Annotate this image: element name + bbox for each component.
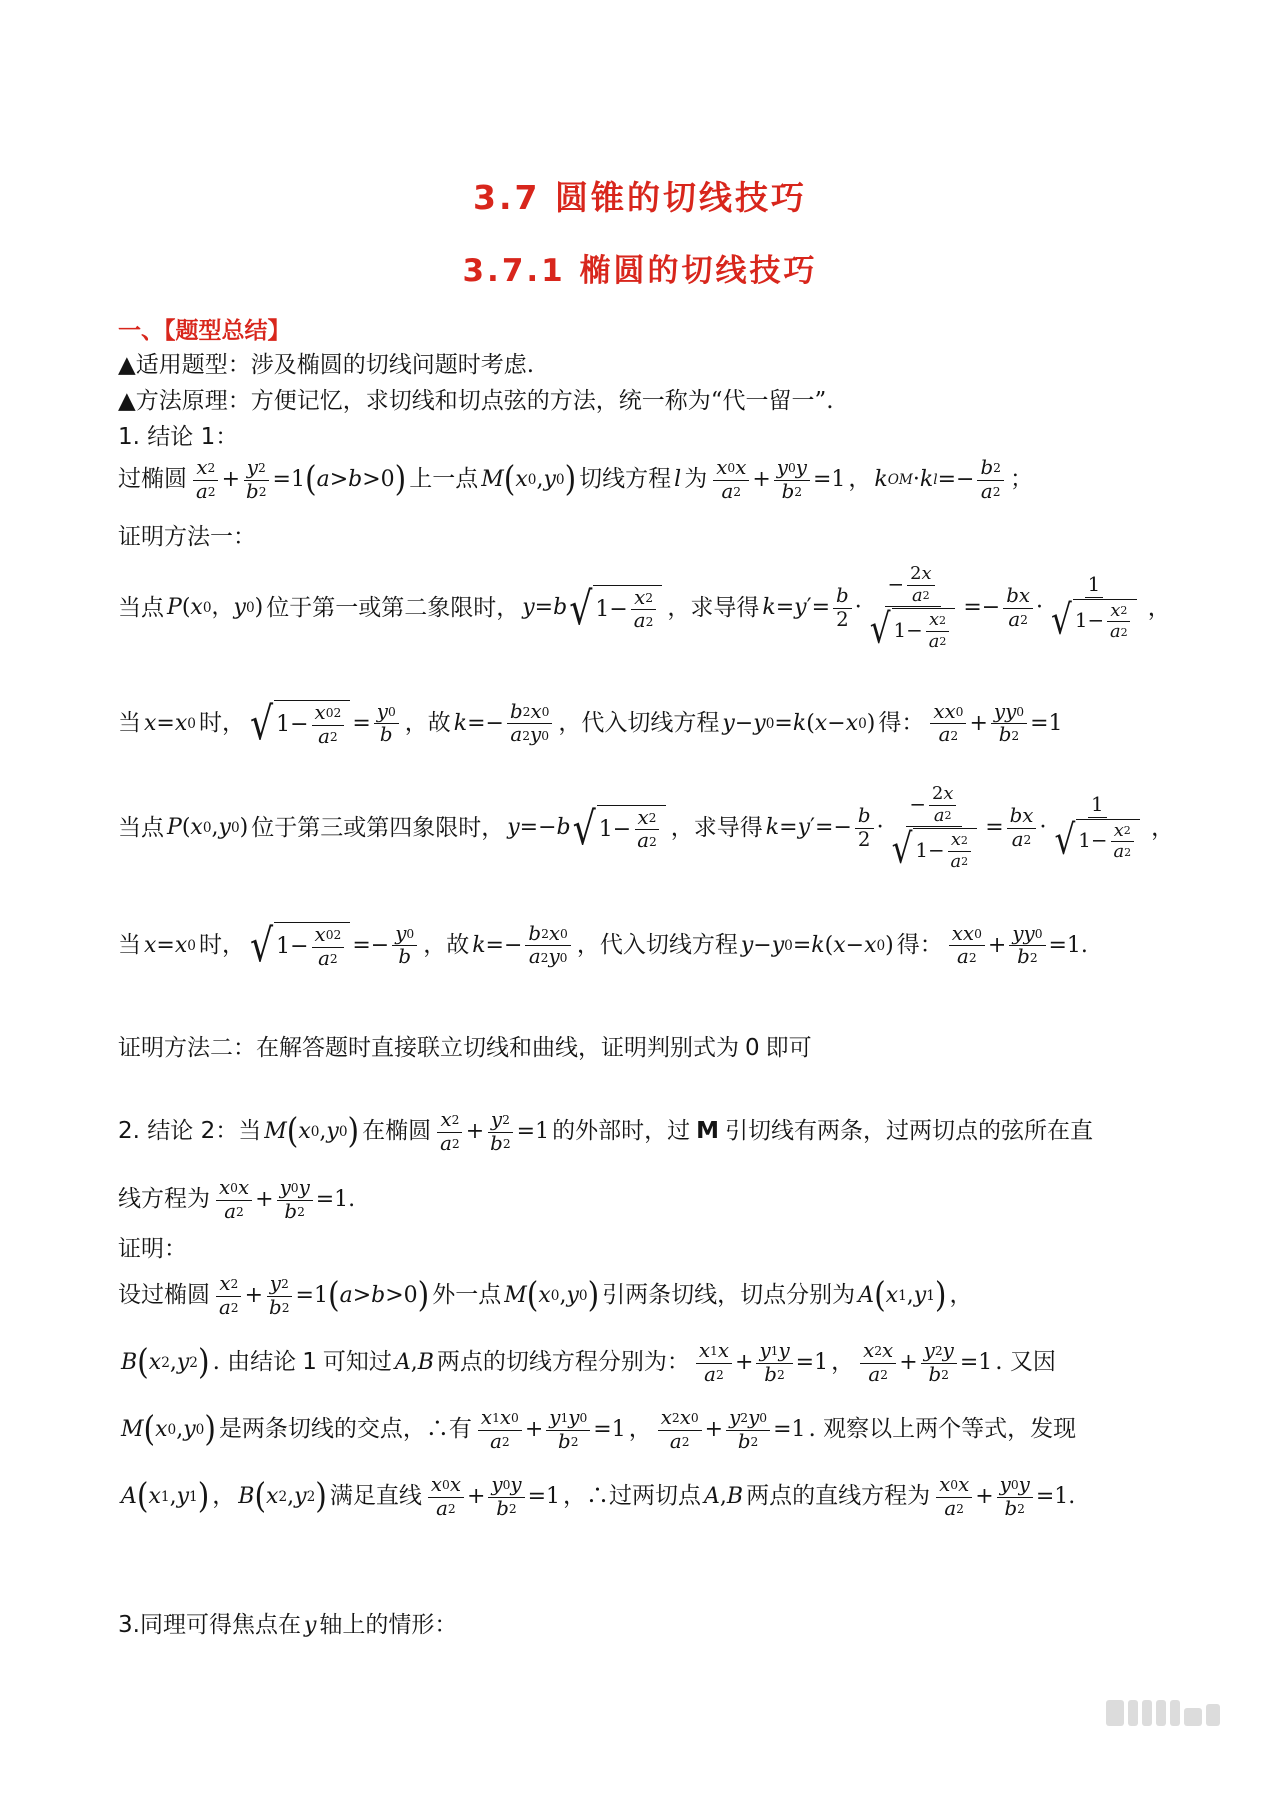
- line-equation: x 0 x a 2 + y 0 y b 2 =1: [425, 1475, 560, 1520]
- text: 两点的切线方程分别为：: [436, 1349, 690, 1376]
- text: 得：: [878, 709, 925, 736]
- text: 的外部时，过: [552, 1118, 691, 1145]
- section-heading: 一、【题型总结】: [118, 318, 291, 344]
- y-axis-symbol: y: [303, 1612, 317, 1638]
- proof-label: 证明：: [118, 1236, 187, 1262]
- m-letter: M: [696, 1118, 719, 1145]
- proof1-line-2: [118, 696, 1210, 750]
- conclusion1-heading-line: [118, 424, 1210, 452]
- text: 得：: [896, 931, 943, 958]
- text: 当: [118, 931, 141, 958]
- proof2-text: 在解答题时直接联立切线和曲线，证明判别式为: [256, 1035, 739, 1061]
- text: ，代入切线方程: [576, 931, 738, 958]
- equation-b: x 2 x 0 a 2 + y 2 y 0 b 2 =1: [655, 1408, 806, 1453]
- page-subtitle: 3.7.1 椭圆的切线技巧: [462, 253, 818, 289]
- tangent-equation: x 0 x a 2 + y 0 y b 2 =1: [710, 458, 845, 503]
- text: ，故: [404, 709, 451, 736]
- text: 当点: [118, 814, 164, 841]
- derivative-expression: k = y ′=− b 2 · − 2 x a 2 √ 1− x 2 a 2 = bx a 2 · 1 √ 1− x 2 a 2: [766, 785, 1148, 872]
- y-expression: y =− b √ 1− x 2 a 2: [507, 805, 668, 853]
- text: 线方程为: [118, 1186, 210, 1213]
- text: 为: [684, 466, 708, 493]
- conclusion2-line-2: [118, 1178, 1210, 1223]
- root-expression: √ 1− x 0 2 a 2 =− y 0 b: [248, 922, 420, 970]
- slope-k: k =− b 2 x 0 a 2 y 0: [454, 702, 556, 747]
- applicable-label: ▲适用题型：: [118, 352, 251, 378]
- text: 过椭圆: [118, 466, 187, 493]
- equation-a: x 1 x 0 a 2 + y 1 y 0 b 2 =1: [475, 1408, 626, 1453]
- text: ，求导得: [670, 814, 763, 841]
- proof2-line: [118, 1035, 1210, 1063]
- point-a: A ( x 1 , y 1 ): [858, 1275, 947, 1316]
- proof-heading-line: [118, 1236, 1210, 1264]
- proof1-heading-line: [118, 524, 1210, 552]
- text: 位于第三或第四象限时，: [251, 814, 505, 841]
- one: 1: [302, 1349, 317, 1376]
- x-equals-x0: x = x 0: [144, 710, 196, 736]
- proof-line-4: [118, 1475, 1210, 1520]
- text: ，代入切线方程: [558, 709, 720, 736]
- text: ，: [831, 1349, 855, 1376]
- text: ，: [212, 1483, 236, 1510]
- points-ab: A , B: [394, 1350, 434, 1376]
- proof2-label: 证明方法二：: [118, 1035, 256, 1061]
- principle-line: [118, 388, 1210, 416]
- text: . 又因: [995, 1349, 1056, 1376]
- applicable-line: [118, 352, 1210, 380]
- text: ，: [628, 1416, 652, 1443]
- y-expression: y = b √ 1− x 2 a 2: [522, 585, 664, 633]
- text: 引切线有两条，过两切点的弦所在直: [724, 1118, 1093, 1145]
- section-heading-line: [118, 318, 1210, 346]
- point-b: B ( x 2 , y 2 ): [121, 1342, 210, 1383]
- proof1-line-1: [118, 565, 1210, 652]
- conclusion2-line-1: [118, 1110, 1210, 1155]
- point-slope-equation: y − y 0 = k ( x − x 0 ): [722, 710, 876, 736]
- text: ，: [848, 466, 872, 493]
- watermark-mark: [1106, 1700, 1220, 1726]
- text: 同理可得焦点在: [139, 1612, 301, 1638]
- chord-equation: x 0 x a 2 + y 0 y b 2 =1.: [933, 1475, 1075, 1520]
- text: 在椭圆: [362, 1118, 432, 1145]
- text: 引两条切线，切点分别为: [602, 1282, 856, 1309]
- point-m: M ( x 0 , y 0 ): [121, 1409, 216, 1450]
- proof1-label: 证明方法一：: [118, 524, 256, 550]
- text: 时，: [198, 709, 245, 736]
- ellipse-equation: x 2 a 2 + y 2 b 2 =1 ( a > b >0 ): [213, 1274, 429, 1319]
- root-expression: √ 1− x 0 2 a 2 = y 0 b: [248, 700, 402, 748]
- text: 满足直线: [329, 1483, 422, 1510]
- ellipse-equation: x 2 a 2 + y 2 b 2 =1 ( a > b >0 ): [190, 458, 406, 503]
- result-equation: xx 0 a 2 + yy 0 b 2 =1.: [946, 924, 1088, 969]
- text: 当点: [118, 594, 164, 621]
- conclusion3-line: [118, 1612, 1210, 1640]
- text: ，: [949, 1282, 973, 1309]
- points-ab: A , B: [704, 1484, 744, 1510]
- text: 是两条切线的交点，∴有: [218, 1416, 472, 1443]
- text: . 观察以上两个等式，发现: [808, 1416, 1077, 1443]
- text: ，∴过两切点: [563, 1483, 702, 1510]
- text: 切线方程: [579, 466, 672, 493]
- proof1-line-3: [118, 785, 1210, 872]
- slope-k: k =− b 2 x 0 a 2 y 0: [472, 924, 574, 969]
- zero: 0: [745, 1035, 760, 1061]
- text: . 由结论: [212, 1349, 297, 1376]
- text: 轴上的情形：: [319, 1612, 458, 1638]
- text: 上一点: [409, 466, 479, 493]
- proof-line-1: [118, 1274, 1210, 1319]
- proof-line-3: [118, 1408, 1210, 1453]
- text: 位于第一或第二象限时，: [266, 594, 520, 621]
- point-b: B ( x 2 , y 2 ): [238, 1476, 327, 1517]
- text: ，求导得: [667, 594, 760, 621]
- slope-product: k OM · k l =− b 2 a 2: [874, 458, 1007, 503]
- point-p: P ( x 0 ， y 0 ): [167, 595, 264, 621]
- principle-label: ▲方法原理：: [118, 388, 251, 414]
- point-slope-equation: y − y 0 = k ( x − x 0 ): [740, 932, 894, 958]
- text: 两点的直线方程为: [746, 1483, 931, 1510]
- text: ，故: [423, 931, 470, 958]
- tangent-a: x 1 x a 2 + y 1 y b 2 =1: [693, 1341, 828, 1386]
- text: 当: [238, 1118, 262, 1145]
- text: 设过椭圆: [118, 1282, 210, 1309]
- point-m: M ( x 0 , y 0 ): [264, 1111, 360, 1152]
- text: 可知过: [322, 1349, 392, 1376]
- text: 外一点: [432, 1282, 502, 1309]
- proof-line-2: [118, 1341, 1210, 1386]
- x-equals-x0: x = x 0: [144, 932, 196, 958]
- proof1-line-4: [118, 918, 1210, 972]
- conclusion2-label: 2. 结论 2：: [118, 1118, 239, 1145]
- text: 时，: [198, 931, 245, 958]
- principle-text: 方便记忆，求切线和切点弦的方法，统一称为“代一留一”.: [250, 388, 834, 414]
- proof2-tail: 即可: [765, 1035, 812, 1061]
- point-a: A ( x 1 , y 1 ): [121, 1476, 210, 1517]
- conclusion3-label: 3.: [118, 1612, 140, 1638]
- ellipse-equation: x 2 a 2 + y 2 b 2 =1: [434, 1110, 549, 1155]
- page-title: 3.7 圆锥的切线技巧: [473, 178, 807, 217]
- point-p: P ( x 0 , y 0 ): [167, 815, 249, 841]
- result-equation: xx 0 a 2 + yy 0 b 2 =1: [927, 702, 1062, 747]
- point-m: M ( x 0 , y 0 ): [504, 1275, 600, 1316]
- chord-equation: x 0 x a 2 + y 0 y b 2 =1.: [213, 1178, 355, 1223]
- text: 当: [118, 709, 141, 736]
- text: ；: [1009, 466, 1033, 493]
- tangent-b: x 2 x a 2 + y 2 y b 2 =1: [857, 1341, 992, 1386]
- conclusion1-line: [118, 458, 1210, 503]
- text: ，: [1147, 594, 1171, 621]
- conclusion1-label: 1. 结论 1：: [118, 424, 239, 450]
- line-l: l: [674, 467, 682, 493]
- point-m: M ( x 0 , y 0 ): [481, 459, 577, 500]
- derivative-expression: k = y ′= b 2 · − 2 x a 2 √ 1− x 2 a 2 =− bx a 2 · 1 √ 1− x 2 a 2: [762, 565, 1144, 652]
- applicable-text: 涉及椭圆的切线问题时考虑.: [250, 352, 535, 378]
- text: ，: [1151, 814, 1175, 841]
